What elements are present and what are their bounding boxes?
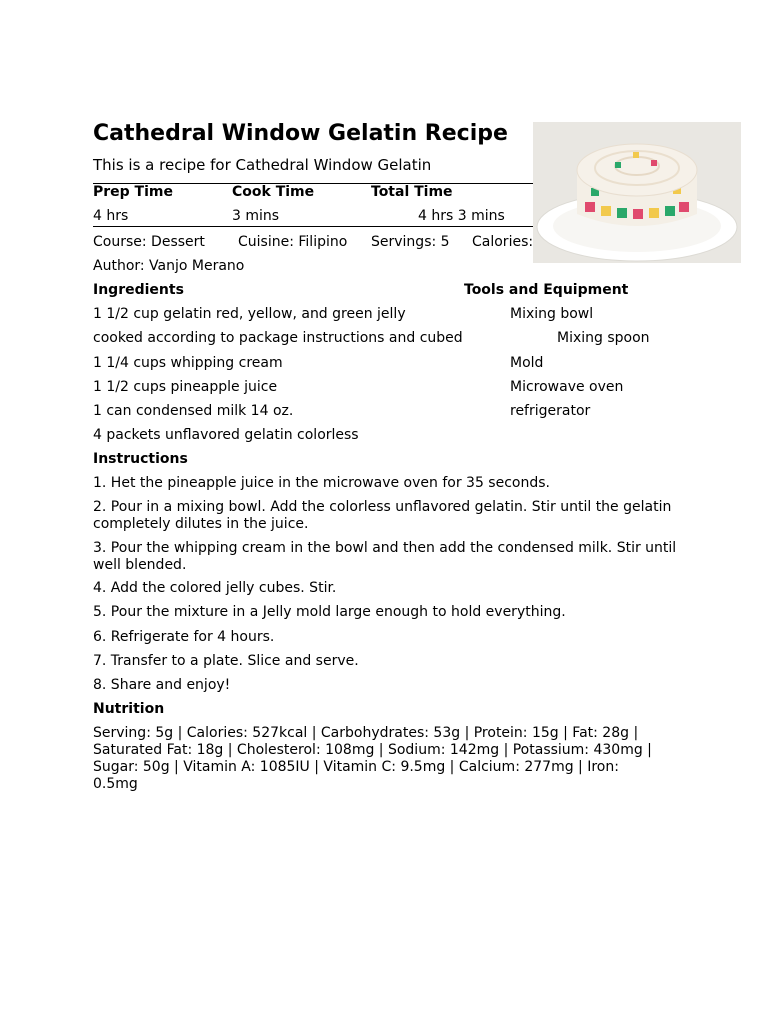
instruction-step: 5. Pour the mixture in a Jelly mold large enough to hold everything.: [93, 604, 566, 620]
jelly-cube: [633, 209, 643, 219]
recipe-description: This is a recipe for Cathedral Window Gelatin: [93, 156, 432, 174]
nutrition-heading: Nutrition: [93, 701, 165, 717]
instruction-step: 4. Add the colored jelly cubes. Stir.: [93, 580, 337, 596]
cook-time-value: 3 mins: [232, 208, 280, 224]
total-time-value: 4 hrs 3 mins: [418, 208, 505, 224]
jelly-cube: [601, 206, 611, 216]
ingredient-item: 4 packets unflavored gelatin colorless: [93, 427, 359, 443]
recipe-title: Cathedral Window Gelatin Recipe: [93, 121, 508, 146]
jelly-cube: [651, 160, 657, 166]
ingredient-item: 1 can condensed milk 14 oz.: [93, 403, 294, 419]
instruction-step: 6. Refrigerate for 4 hours.: [93, 629, 275, 645]
instruction-step: 7. Transfer to a plate. Slice and serve.: [93, 653, 359, 669]
divider-bottom: [93, 226, 533, 227]
instruction-step: 2. Pour in a mixing bowl. Add the colorless unflavored gelatin. Stir until the gelatin completely dilutes in the juice.: [93, 499, 672, 532]
ingredients-heading: Ingredients: [93, 282, 184, 298]
ingredient-item: 1 1/2 cups pineapple juice: [93, 379, 278, 395]
tool-item: refrigerator: [510, 403, 591, 419]
instruction-step: 1. Het the pineapple juice in the microwave oven for 35 seconds.: [93, 475, 550, 491]
prep-time-label: Prep Time: [93, 184, 173, 200]
cook-time-label: Cook Time: [232, 184, 315, 200]
instruction-step: 3. Pour the whipping cream in the bowl and then add the condensed milk. Stir until well blended.: [93, 540, 677, 573]
jelly-cube: [633, 152, 639, 158]
jelly-cube: [665, 206, 675, 216]
ingredient-item: 1 1/2 cup gelatin red, yellow, and green jelly: [93, 306, 406, 322]
jelly-cube: [649, 208, 659, 218]
ingredient-item: cooked according to package instructions and cubed: [93, 330, 463, 346]
jelly-cube: [615, 162, 621, 168]
prep-time-value: 4 hrs: [93, 208, 129, 224]
tool-item: Mixing bowl: [510, 306, 594, 322]
calories: Calories:: [472, 234, 534, 250]
tool-item: Mold: [510, 355, 544, 371]
dessert-illustration: [533, 122, 741, 263]
gelatin-dessert-photo: [533, 122, 741, 263]
cuisine: Cuisine: Filipino: [238, 234, 348, 250]
author: Author: Vanjo Merano: [93, 258, 245, 274]
instructions-heading: Instructions: [93, 451, 188, 467]
nutrition-facts: Serving: 5g | Calories: 527kcal | Carbohydrates: 53g | Protein: 15g | Fat: 28g | Saturated Fat: 18g | Cholesterol: 108mg | Sodium: 142mg | Potassium: 430mg | Sugar: 50g | Vitamin A: 1085IU | Vitamin C: 9.5mg | Calcium: 277mg | Iron: 0.5mg: [93, 725, 652, 792]
jelly-cube: [585, 202, 595, 212]
jelly-cube: [679, 202, 689, 212]
instruction-step: 8. Share and enjoy!: [93, 677, 231, 693]
tool-item: Mixing spoon: [557, 330, 650, 346]
tool-item: Microwave oven: [510, 379, 624, 395]
course: Course: Dessert: [93, 234, 205, 250]
total-time-label: Total Time: [371, 184, 453, 200]
ingredient-item: 1 1/4 cups whipping cream: [93, 355, 283, 371]
tools-heading: Tools and Equipment: [464, 282, 629, 298]
servings: Servings: 5: [371, 234, 450, 250]
jelly-cube: [617, 208, 627, 218]
